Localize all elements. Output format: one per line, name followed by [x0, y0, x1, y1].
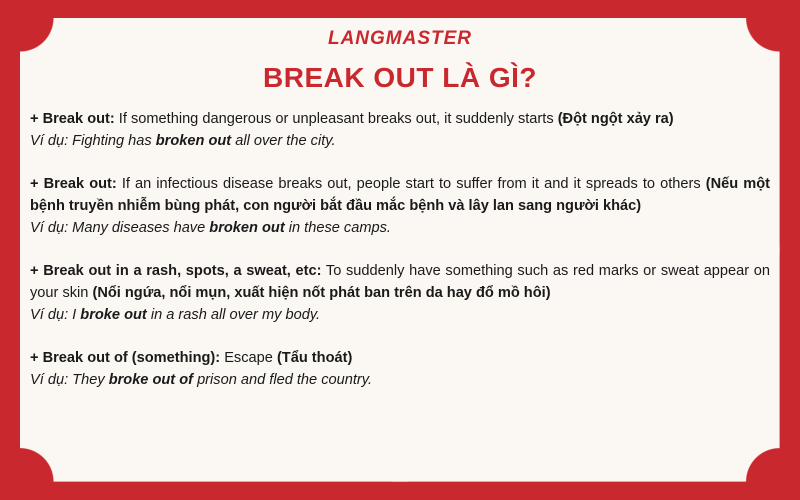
entry-term: + Break out: [30, 111, 115, 127]
example-prefix: Ví dụ: Fighting has [30, 133, 156, 149]
entry-break-out-of [30, 347, 770, 391]
example-suffix: in a rash all over my body. [146, 307, 321, 323]
example-suffix: in these camps. [284, 220, 391, 236]
entry-example [30, 217, 770, 239]
example-prefix: Ví dụ: I [30, 307, 81, 323]
entry-translation: (Nổi ngứa, nổi mụn, xuất hiện nốt phát ban trên da hay đổ mồ hôi) [92, 285, 551, 301]
entry-definition-text: If something dangerous or unpleasant breaks out, it suddenly starts [114, 111, 558, 127]
example-suffix: prison and fled the country. [193, 372, 373, 388]
entry-break-out-starts [30, 108, 770, 152]
entry-term: + Break out in a rash, spots, a sweat, etc: [30, 263, 322, 279]
entry-term: + Break out: [30, 176, 117, 192]
entry-translation: (Tẩu thoát) [276, 350, 353, 366]
example-prefix: Ví dụ: Many diseases have [30, 220, 210, 236]
entry-definition [30, 173, 770, 217]
entry-definition-text: To suddenly have something such as red marks or sweat appear on your skin [30, 263, 770, 301]
entry-term: + Break out of (something): [30, 350, 221, 366]
entry-example [30, 369, 770, 391]
example-prefix: Ví dụ: They [30, 372, 109, 388]
page-title: BREAK OUT LÀ GÌ? [263, 62, 537, 93]
entry-definition [30, 347, 770, 369]
entry-definition-text: Escape [220, 350, 277, 366]
entry-example [30, 130, 770, 152]
entry-definition [30, 260, 770, 304]
definition-list [30, 108, 770, 412]
example-highlight: broke out of [108, 372, 194, 388]
brand-logo: LANGMASTER [327, 28, 473, 49]
example-suffix: all over the city. [231, 133, 336, 149]
entry-break-out-disease [30, 173, 770, 239]
entry-definition-text: If an infectious disease breaks out, people start to suffer from it and it spreads to others [116, 176, 706, 192]
entry-example [30, 304, 770, 326]
entry-definition [30, 108, 770, 130]
example-highlight: broken out [209, 220, 285, 236]
entry-translation: (Nếu một bệnh truyền nhiễm bùng phát, con người bắt đầu mắc bệnh và lây lan sang người khác) [30, 176, 770, 214]
example-highlight: broke out [80, 307, 147, 323]
example-highlight: broken out [155, 133, 232, 149]
entry-translation: (Đột ngột xảy ra) [557, 111, 674, 127]
entry-break-out-in-rash [30, 260, 770, 326]
